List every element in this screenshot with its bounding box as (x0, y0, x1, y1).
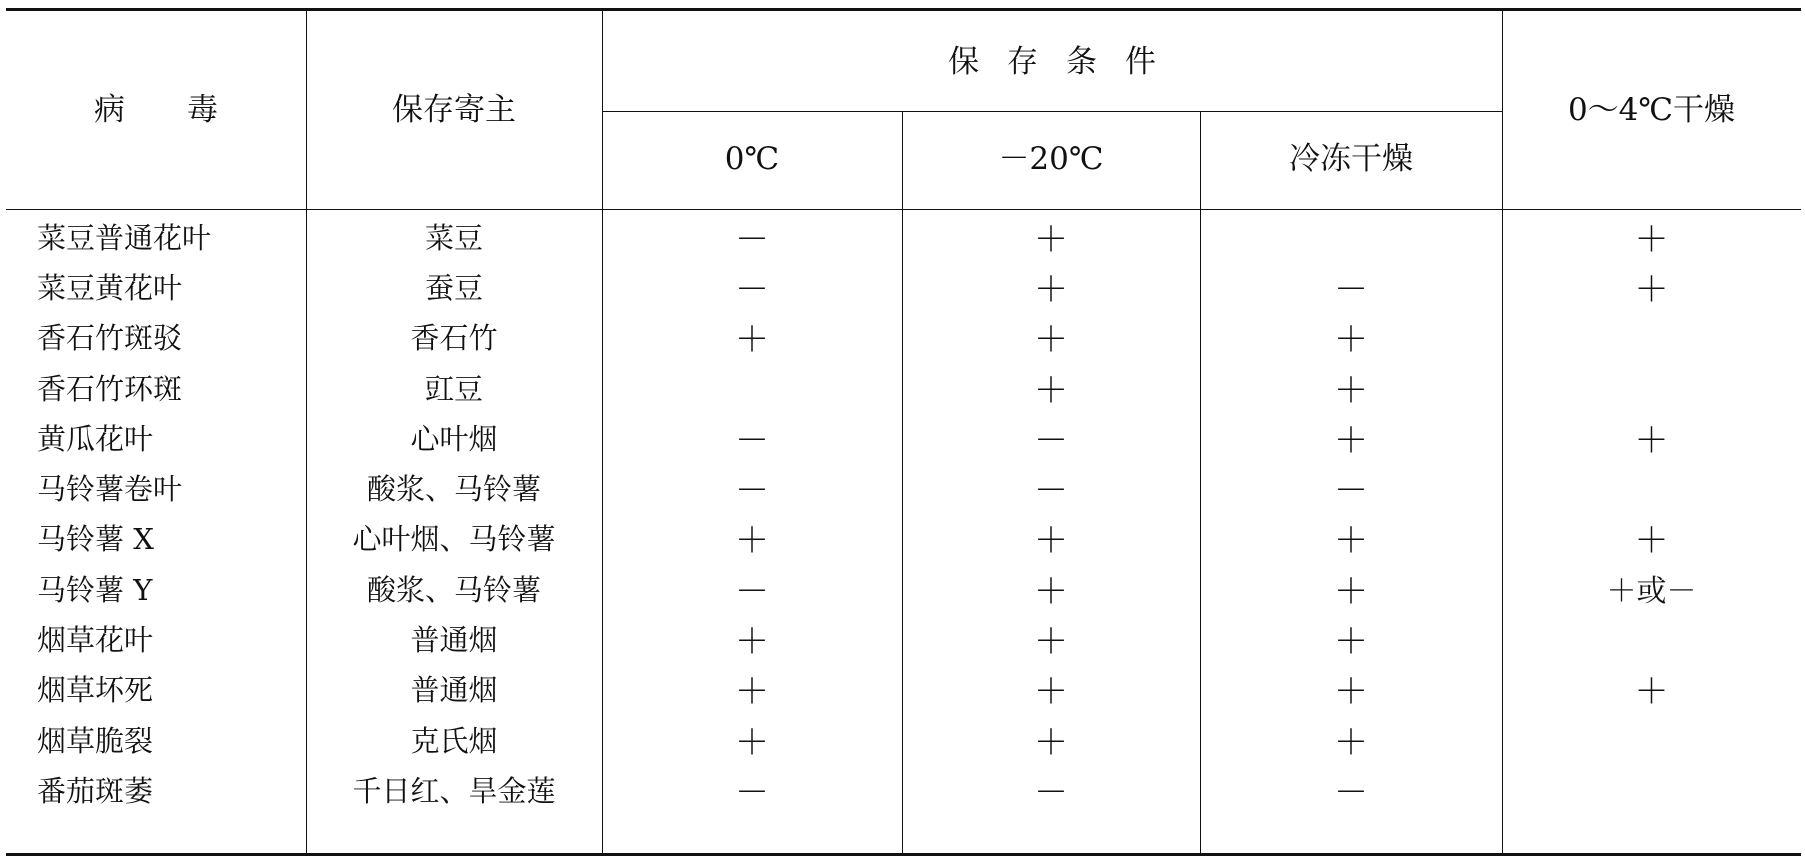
result-dry: ＋ (1634, 219, 1669, 260)
result-0c: ＋ (735, 622, 769, 663)
host-name: 香石竹 (410, 321, 498, 356)
host-name: 普通烟 (410, 673, 498, 708)
result-freeze-dry: ＋ (1334, 672, 1368, 713)
table-row (6, 714, 1801, 764)
table-row (6, 513, 1801, 563)
result-dry: ＋ (1634, 521, 1669, 562)
virus-name: 烟草花叶 (37, 623, 154, 658)
table-body (6, 211, 1801, 815)
result-minus20c: ＋ (1034, 370, 1068, 411)
result-minus20c: ＋ (1034, 269, 1068, 310)
result-dry: ＋ (1634, 672, 1669, 713)
header-virus: 病 毒 (94, 92, 218, 128)
virus-name: 马铃薯卷叶 (37, 472, 183, 507)
header-minus20c: －20℃ (998, 141, 1104, 177)
virus-name: 菜豆黄花叶 (37, 270, 183, 305)
header-0c: 0℃ (724, 141, 780, 177)
result-dry (1502, 462, 1801, 512)
result-dry: ＋ (1634, 420, 1669, 461)
host-name: 克氏烟 (410, 723, 498, 758)
result-0c: ＋ (735, 320, 769, 361)
result-freeze-dry: － (1334, 471, 1368, 512)
virus-name: 菜豆普通花叶 (37, 220, 212, 255)
header-freeze-dry: 冷冻干燥 (1289, 141, 1413, 177)
host-name: 酸浆、马铃薯 (366, 472, 541, 507)
table-row (6, 613, 1801, 663)
header-storage-conditions: 保存条件 (948, 44, 1184, 80)
result-freeze-dry: ＋ (1334, 521, 1368, 562)
host-name: 酸浆、马铃薯 (366, 572, 541, 607)
result-minus20c: － (1034, 471, 1068, 512)
virus-name: 马铃薯 Y (37, 572, 153, 607)
result-0c: ＋ (735, 672, 769, 713)
result-dry (1502, 764, 1801, 814)
result-freeze-dry: ＋ (1334, 722, 1368, 763)
host-name: 普通烟 (410, 623, 498, 658)
header-dry-0-4c: 0～4℃干燥 (1567, 92, 1736, 128)
result-minus20c: ＋ (1034, 320, 1068, 361)
result-dry (1502, 714, 1801, 764)
result-dry (1502, 312, 1801, 362)
result-0c: ＋ (735, 521, 769, 562)
header-host: 保存寄主 (392, 92, 516, 128)
virus-name: 烟草坏死 (37, 673, 154, 708)
table-row (6, 312, 1801, 362)
virus-name: 香石竹环斑 (37, 371, 183, 406)
host-name: 心叶烟、马铃薯 (352, 522, 556, 557)
result-freeze-dry: － (1334, 772, 1368, 813)
table-row (6, 664, 1801, 714)
host-name: 心叶烟 (410, 421, 498, 456)
table-row (6, 362, 1801, 412)
virus-storage-table (6, 8, 1801, 856)
virus-name: 马铃薯 X (37, 522, 154, 557)
result-0c (602, 362, 902, 412)
result-freeze-dry: ＋ (1334, 370, 1368, 411)
result-freeze-dry: ＋ (1334, 320, 1368, 361)
table-row (6, 412, 1801, 462)
virus-name: 黄瓜花叶 (37, 421, 154, 456)
table-row (6, 563, 1801, 613)
virus-name: 番茄斑萎 (37, 773, 154, 808)
result-dry: ＋ (1634, 269, 1669, 310)
host-name: 豇豆 (424, 371, 483, 406)
result-dry (1502, 613, 1801, 663)
header-bottom-rule (6, 209, 1801, 210)
host-name: 蚕豆 (424, 270, 483, 305)
result-minus20c: － (1034, 420, 1068, 461)
result-0c: － (735, 571, 769, 612)
result-freeze-dry: － (1334, 269, 1368, 310)
result-minus20c: ＋ (1034, 672, 1068, 713)
table-row (6, 211, 1801, 261)
result-freeze-dry (1200, 211, 1502, 261)
result-0c: － (735, 471, 769, 512)
result-minus20c: ＋ (1034, 219, 1068, 260)
result-freeze-dry: ＋ (1334, 571, 1368, 612)
subheader-divider (602, 111, 1502, 112)
result-freeze-dry: ＋ (1334, 420, 1368, 461)
result-minus20c: － (1034, 772, 1068, 813)
result-minus20c: ＋ (1034, 571, 1068, 612)
table-row (6, 462, 1801, 512)
result-minus20c: ＋ (1034, 521, 1068, 562)
result-dry (1502, 362, 1801, 412)
result-0c: － (735, 772, 769, 813)
result-freeze-dry: ＋ (1334, 622, 1368, 663)
result-0c: － (735, 420, 769, 461)
table-row (6, 764, 1801, 814)
result-dry: ＋或－ (1606, 574, 1697, 610)
virus-name: 烟草脆裂 (37, 723, 154, 758)
host-name: 菜豆 (424, 220, 483, 255)
host-name: 千日红、旱金莲 (352, 773, 556, 808)
result-minus20c: ＋ (1034, 622, 1068, 663)
table-row (6, 261, 1801, 311)
virus-name: 香石竹斑驳 (37, 321, 183, 356)
result-0c: － (735, 269, 769, 310)
result-0c: ＋ (735, 722, 769, 763)
result-minus20c: ＋ (1034, 722, 1068, 763)
result-0c: － (735, 219, 769, 260)
